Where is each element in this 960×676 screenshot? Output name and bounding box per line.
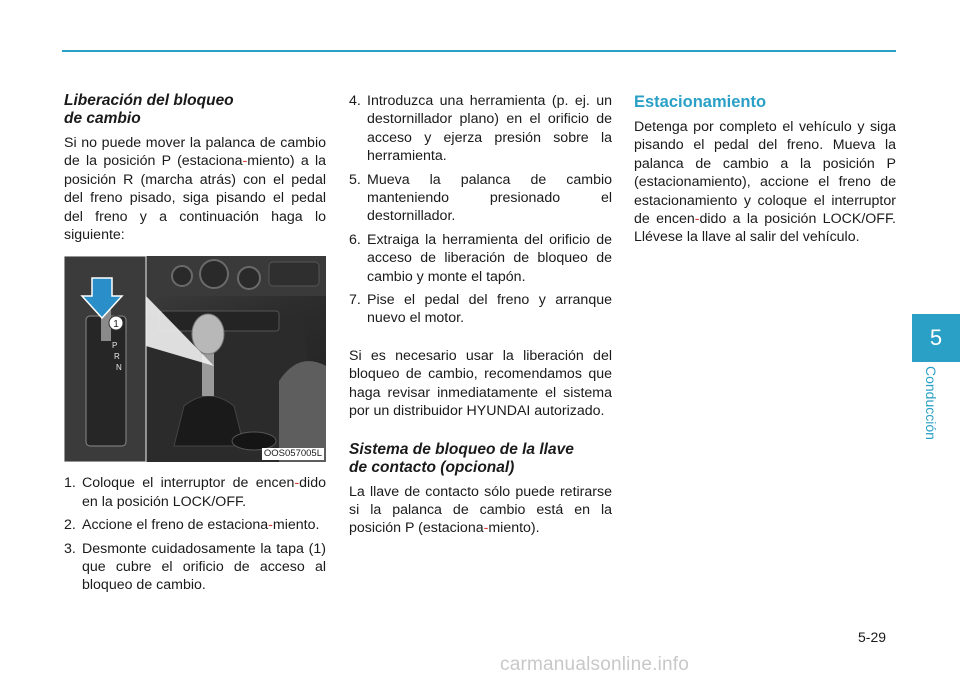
shift-lock-release-heading <box>64 92 326 128</box>
figure-callout-number: 1 <box>113 319 119 331</box>
list-item: 3. Desmonte cuidadosamente la tapa (1) que cubre el orificio de acceso al bloqueo de cambio. <box>64 540 326 594</box>
key-interlock-heading <box>349 441 612 477</box>
heading-line: de cambio <box>64 110 141 127</box>
list-item: 1. Coloque el interruptor de encen-dido en la posición LOCK/OFF. <box>64 475 326 510</box>
gear-letter: P <box>112 341 118 351</box>
page-number: 5-29 <box>858 629 887 645</box>
watermark: carmanualsonline.info <box>500 654 690 675</box>
shift-lock-intro: Si no puede mover la palanca de cambio de la posición P (estaciona-miento) a la posición R (marcha atrás) con el pedal del freno pisado, siga pisando el pedal del freno y a continuación haga lo siguiente: <box>64 135 326 244</box>
heading-line: de contacto (opcional) <box>349 458 515 476</box>
column-left <box>64 92 326 600</box>
heading-line: Sistema de bloqueo de la llave <box>349 440 574 458</box>
shift-lever-illustration <box>64 256 326 462</box>
column-right <box>634 92 896 247</box>
steps-list-1 <box>64 474 326 594</box>
gear-letter: R <box>114 352 120 362</box>
parking-text: Detenga por completo el vehículo y siga pisando el pedal del freno. Mueva la palanca de cambio a la posición P (estacionamiento), accione el freno de estacionamiento y coloque el interruptor de encen-dido a la posición LOCK/OFF. Llévese la llave al salir del vehículo. <box>634 119 896 246</box>
chapter-tab: 5 <box>912 314 960 362</box>
header-rule <box>62 50 896 52</box>
parking-heading: Estacionamiento <box>634 93 767 111</box>
key-interlock-text: La llave de contacto sólo puede retirarse si la palanca de cambio está en la posición P (estaciona-miento). <box>349 483 612 537</box>
service-note: Si es necesario usar la liberación del bloqueo de cambio, recomendamos que haga revisar inmediatamente el sistema por un distribuidor HYUNDAI autorizado. <box>349 347 612 420</box>
shift-lever-photo <box>64 256 326 462</box>
list-item: 5. Mueva la palanca de cambio manteniendo presionado el destornillador. <box>349 171 612 225</box>
list-item: 7. Pise el pedal del freno y arranque nuevo el motor. <box>349 292 612 327</box>
list-item: 2. Accione el freno de estaciona-miento. <box>64 517 320 534</box>
list-item: 6. Extraiga la herramienta del orificio de acceso de liberación de bloqueo de cambio y monte el tapón. <box>349 231 612 285</box>
heading-line: Liberación del bloqueo <box>64 92 234 109</box>
steps-list-2 <box>349 92 612 328</box>
column-middle <box>349 92 612 538</box>
figure-code: OOS057005L <box>263 448 322 460</box>
gear-letter: N <box>116 363 122 373</box>
list-item: 4. Introduzca una herramienta (p. ej. un destornillador plano) en el orificio de acceso y ejerza presión sobre la herramienta. <box>349 93 612 165</box>
chapter-title: Conducción <box>923 366 939 440</box>
